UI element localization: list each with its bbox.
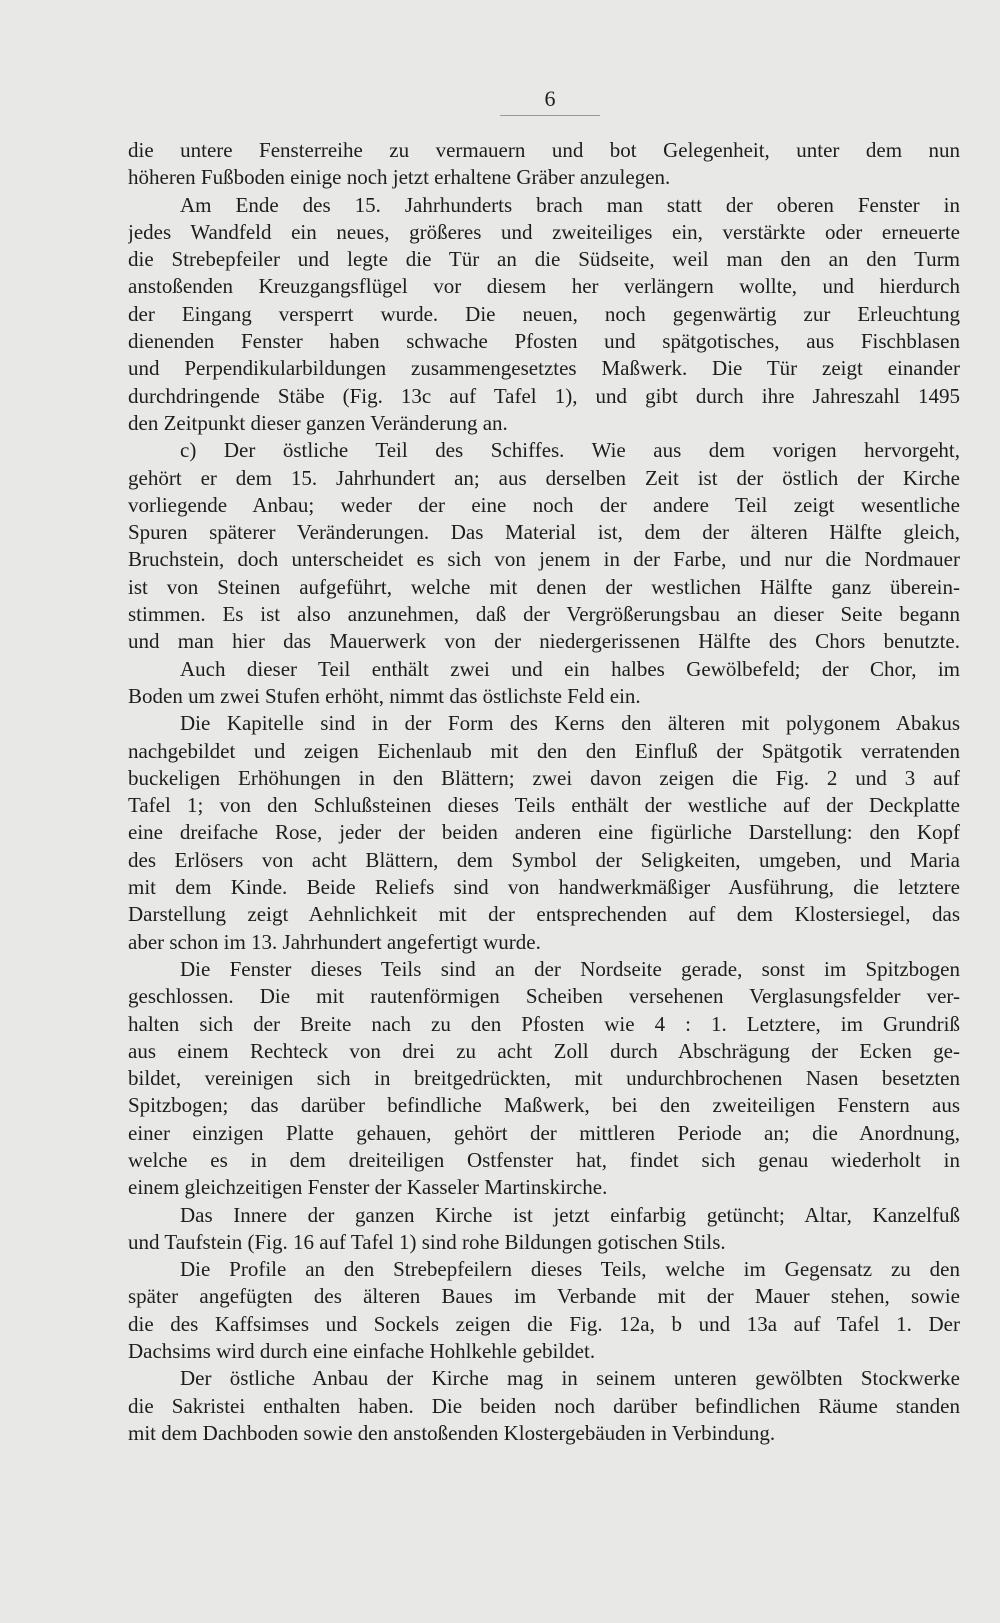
text-line: später angefügten des älteren Baues im Verbande mit der Mauer stehen, sowie xyxy=(128,1284,960,1309)
text-line: Spuren späterer Veränderungen. Das Material ist, dem der älteren Hälfte gleich, xyxy=(128,520,960,545)
text-line: die untere Fensterreihe zu vermauern und bot Gelegenheit, unter dem nun xyxy=(128,138,960,162)
text-line: Auch dieser Teil enthält zwei und ein halbes Gewölbefeld; der Chor, im xyxy=(180,656,960,681)
text-line: aber schon im 13. Jahrhundert angefertigt wurde. xyxy=(128,929,541,954)
text-line: gehört er dem 15. Jahrhundert an; aus derselben Zeit ist der östlich der Kirche xyxy=(128,465,960,490)
text-line: die Sakristei enthalten haben. Die beiden noch darüber befindlichen Räume standen xyxy=(128,1393,960,1418)
text-line: buckeligen Erhöhungen in den Blättern; zwei davon zeigen die Fig. 2 und 3 auf xyxy=(128,765,960,790)
text-line: Die Kapitelle sind in der Form des Kerns den älteren mit polygonem Abakus xyxy=(180,711,960,736)
text-line: anstoßenden Kreuzgangsflügel vor diesem her verlängern wollte, und hierdurch xyxy=(128,274,960,299)
section-heading-line: c) Der östliche Teil des Schiffes. Wie aus dem vorigen hervorgeht, xyxy=(180,438,960,463)
text-line: bildet, vereinigen sich in breitgedrückten, mit undurchbrochenen Nasen besetzten xyxy=(128,1066,960,1091)
text-line: vorliegende Anbau; weder der eine noch der andere Teil zeigt wesentliche xyxy=(128,492,960,517)
text-line: Die Profile an den Strebepfeilern dieses Teils, welche im Gegensatz zu den xyxy=(180,1257,960,1282)
text-line: eine dreifache Rose, jeder der beiden anderen eine figürliche Darstellung: den Kopf xyxy=(128,820,960,845)
text-line: Boden um zwei Stufen erhöht, nimmt das östlichste Feld ein. xyxy=(128,683,641,708)
text-line: Tafel 1; von den Schlußsteinen dieses Teils enthält der westliche auf der Deckplatte xyxy=(128,793,960,818)
text-line: stimmen. Es ist also anzunehmen, daß der Vergrößerungsbau an dieser Seite begann xyxy=(128,602,960,627)
text-line: mit dem Dachboden sowie den anstoßenden Klostergebäuden in Verbindung. xyxy=(128,1420,776,1445)
body-text xyxy=(128,137,960,1447)
text-line: einer einzigen Platte gehauen, gehört der mittleren Periode an; die Anordnung, xyxy=(128,1120,960,1145)
text-line: die Strebepfeiler und legte die Tür an die Südseite, weil man den an den Turm xyxy=(128,247,960,272)
text-line: Die Fenster dieses Teils sind an der Nordseite gerade, sonst im Spitzbogen xyxy=(180,956,960,981)
text-line: nachgebildet und zeigen Eichenlaub mit den den Einfluß der Spätgotik verratenden xyxy=(128,738,960,763)
text-line: des Erlösers von acht Blättern, dem Symbol der Seligkeiten, umgeben, und Maria xyxy=(128,847,960,872)
text-line: Darstellung zeigt Aehnlichkeit mit der entsprechenden auf dem Klostersiegel, das xyxy=(128,902,960,927)
text-line: jedes Wandfeld ein neues, größeres und zweiteiliges ein, verstärkte oder erneuerte xyxy=(128,219,960,244)
text-line: einem gleichzeitigen Fenster der Kasseler Martinskirche. xyxy=(128,1175,608,1200)
text-line: und man hier das Mauerwerk von der niedergerissenen Hälfte des Chors benutzte. xyxy=(128,629,960,654)
text-line: geschlossen. Die mit rautenförmigen Scheiben versehenen Verglasungsfelder ver- xyxy=(128,984,960,1009)
page-number: 6 xyxy=(544,86,556,111)
text-line: ist von Steinen aufgeführt, welche mit denen der westlichen Hälfte ganz überein- xyxy=(128,574,960,599)
text-line: welche es in dem dreiteiligen Ostfenster hat, findet sich genau wiederholt in xyxy=(128,1147,960,1172)
text-line: Am Ende des 15. Jahrhunderts brach man statt der oberen Fenster in xyxy=(180,192,960,217)
text-line: die des Kaffsimses und Sockels zeigen die Fig. 12a, b und 13a auf Tafel 1. Der xyxy=(128,1311,960,1336)
text-line: der Eingang versperrt wurde. Die neuen, noch gegenwärtig zur Erleuchtung xyxy=(128,301,960,326)
page-number-rule xyxy=(500,115,600,116)
text-line: höheren Fußboden einige noch jetzt erhaltene Gräber anzulegen. xyxy=(128,165,671,190)
text-line: Spitzbogen; das darüber befindliche Maßwerk, bei den zweiteiligen Fenstern aus xyxy=(128,1093,960,1118)
text-line: mit dem Kinde. Beide Reliefs sind von handwerkmäßiger Ausführung, die letztere xyxy=(128,875,960,900)
text-line: durchdringende Stäbe (Fig. 13c auf Tafel 1), und gibt durch ihre Jahreszahl 1495 xyxy=(128,383,960,408)
text-line: den Zeitpunkt dieser ganzen Veränderung an. xyxy=(128,410,508,435)
text-line: dienenden Fenster haben schwache Pfosten und spätgotisches, aus Fischblasen xyxy=(128,329,960,354)
text-line: und Taufstein (Fig. 16 auf Tafel 1) sind rohe Bildungen gotischen Stils. xyxy=(128,1229,726,1254)
text-line: halten sich der Breite nach zu den Pfosten wie 4 : 1. Letztere, im Grundriß xyxy=(128,1011,960,1036)
text-line: Dachsims wird durch eine einfache Hohlkehle gebildet. xyxy=(128,1339,596,1364)
text-line: und Perpendikularbildungen zusammengesetztes Maßwerk. Die Tür zeigt einander xyxy=(128,356,960,381)
text-line: Bruchstein, doch unterscheidet es sich von jenem in der Farbe, und nur die Nordmauer xyxy=(128,547,960,572)
text-line: Das Innere der ganzen Kirche ist jetzt einfarbig getüncht; Altar, Kanzelfuß xyxy=(180,1202,960,1227)
text-line: Der östliche Anbau der Kirche mag in seinem unteren gewölbten Stockwerke xyxy=(180,1366,960,1391)
text-line: aus einem Rechteck von drei zu acht Zoll durch Abschrägung der Ecken ge- xyxy=(128,1038,960,1063)
